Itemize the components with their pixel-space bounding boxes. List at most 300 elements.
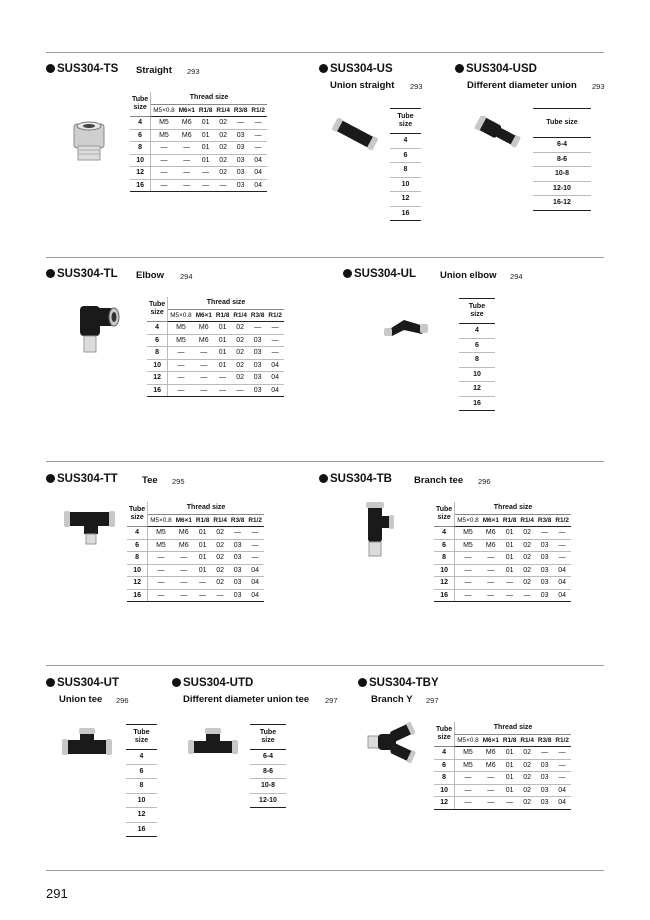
table-row [130, 179, 267, 192]
thread-cell: M5 [148, 539, 174, 552]
thread-cell: 02 [231, 334, 249, 347]
tube-size-table [533, 108, 591, 211]
tube-size-value: 10 [126, 793, 157, 808]
thread-cell: M5 [455, 747, 481, 760]
tube-size-value: 12 [390, 192, 421, 207]
thread-cell: 02 [231, 347, 249, 360]
tube-size-value: 12 [126, 808, 157, 823]
thread-cell: — [229, 527, 247, 540]
thread-cell: — [246, 552, 264, 565]
thread-cell: 01 [197, 117, 215, 130]
thread-cell: M5 [168, 334, 194, 347]
thread-cell: 03 [536, 589, 554, 602]
tube-size-value: 16 [390, 206, 421, 221]
union-elbow-icon [382, 312, 430, 340]
tube-size-cell: 10 [130, 154, 151, 167]
thread-cell: 02 [518, 577, 536, 590]
list-item [390, 177, 421, 192]
tube-size-cell: 8 [130, 142, 151, 155]
tube-size-value: 16 [459, 396, 495, 411]
tube-size-cell: 8 [147, 347, 168, 360]
tube-size-cell: 8 [434, 772, 455, 785]
list-item [250, 793, 286, 808]
thread-cell: — [194, 384, 214, 397]
thread-cell: 04 [553, 784, 571, 797]
tube-size-header: Tube size [250, 725, 286, 750]
thread-cell: — [455, 577, 481, 590]
thread-cell: — [266, 334, 284, 347]
thread-size-header: Thread size [455, 502, 571, 514]
list-item [459, 353, 495, 368]
thread-column-header: M6×1 [177, 104, 197, 117]
section-divider [46, 461, 604, 462]
thread-cell: — [168, 372, 194, 385]
tube-size-cell: 8 [434, 552, 455, 565]
tube-size-cell: 6 [130, 129, 151, 142]
thread-column-header: R1/4 [211, 514, 229, 527]
tube-size-value: 6-4 [250, 750, 286, 765]
thread-size-header: Thread size [168, 297, 284, 309]
table-row [434, 772, 571, 785]
product-code-tl: SUS304-TL [46, 268, 118, 280]
page-ref-tby: 297 [426, 696, 439, 705]
page-number: 291 [46, 886, 68, 901]
thread-size-table [434, 722, 571, 810]
thread-cell: 04 [246, 577, 264, 590]
thread-cell: M5 [455, 527, 481, 540]
list-item [126, 808, 157, 823]
product-code-ut: SUS304-UT [46, 677, 119, 689]
thread-cell: 03 [229, 564, 247, 577]
thread-column-header: R3/8 [232, 104, 250, 117]
thread-cell: 03 [536, 797, 554, 810]
tube-size-value: 6 [390, 148, 421, 163]
thread-cell: — [501, 589, 519, 602]
section-divider [46, 665, 604, 666]
thread-cell: M5 [168, 322, 194, 335]
thread-column-header: M5×0.8 [455, 734, 481, 747]
thread-cell: — [249, 117, 267, 130]
tube-size-cell: 16 [434, 589, 455, 602]
tube-size-cell: 16 [130, 179, 151, 192]
thread-cell: M6 [481, 747, 501, 760]
thread-cell: 01 [501, 747, 519, 760]
thread-cell: — [536, 747, 554, 760]
thread-cell: — [249, 322, 267, 335]
list-item [250, 750, 286, 765]
tube-size-cell: 12 [127, 577, 148, 590]
tube-size-header: Tube size [126, 725, 157, 750]
thread-cell: — [168, 359, 194, 372]
thread-cell: — [481, 589, 501, 602]
tube-size-table [250, 724, 286, 808]
product-code-usd: SUS304-USD [455, 63, 537, 75]
tee-icon [62, 504, 118, 546]
thread-cell: 02 [518, 759, 536, 772]
thread-cell: 03 [229, 577, 247, 590]
thread-cell: — [194, 359, 214, 372]
thread-cell: — [214, 179, 232, 192]
product-name-utd: Different diameter union tee [183, 694, 310, 705]
thread-cell: — [518, 589, 536, 602]
thread-cell: — [177, 179, 197, 192]
thread-column-header: R1/4 [214, 104, 232, 117]
thread-cell: 02 [211, 577, 229, 590]
page-ref-usd: 293 [592, 82, 605, 91]
thread-cell: 03 [249, 384, 267, 397]
thread-cell: 04 [553, 589, 571, 602]
table-row [434, 564, 571, 577]
product-name-tt: Tee [142, 475, 158, 486]
thread-cell: — [211, 589, 229, 602]
thread-cell: — [249, 142, 267, 155]
product-code-tby: SUS304-TBY [358, 677, 439, 689]
thread-cell: — [501, 577, 519, 590]
table-row [147, 359, 284, 372]
thread-cell: 01 [214, 334, 232, 347]
thread-cell: M6 [481, 759, 501, 772]
page-ref-tb: 296 [478, 477, 491, 486]
table-row [130, 142, 267, 155]
tube-size-value: 6 [126, 764, 157, 779]
table-row [434, 589, 571, 602]
thread-cell: 03 [536, 759, 554, 772]
thread-column-header: R1/2 [249, 104, 267, 117]
list-item [459, 324, 495, 339]
list-item [390, 148, 421, 163]
thread-cell: 04 [266, 372, 284, 385]
tube-size-value: 16-12 [533, 196, 591, 211]
thread-column-header: R3/8 [229, 514, 247, 527]
thread-cell: — [455, 589, 481, 602]
thread-cell: M6 [174, 527, 194, 540]
thread-column-header: R1/8 [501, 514, 519, 527]
branch-tee-icon [356, 500, 396, 560]
thread-column-header: M6×1 [481, 514, 501, 527]
thread-cell: — [481, 552, 501, 565]
thread-cell: — [214, 372, 232, 385]
branch-y-icon [364, 722, 422, 766]
list-item [390, 192, 421, 207]
thread-cell: — [455, 772, 481, 785]
tube-size-value: 6 [459, 338, 495, 353]
thread-cell: — [194, 577, 212, 590]
tube-size-cell: 16 [127, 589, 148, 602]
thread-cell: — [214, 384, 232, 397]
thread-cell: — [151, 154, 177, 167]
table-row [434, 527, 571, 540]
thread-column-header: M5×0.8 [168, 309, 194, 322]
thread-cell: 02 [518, 784, 536, 797]
thread-cell: — [148, 577, 174, 590]
list-item [390, 206, 421, 221]
page-ref-ut: 296 [116, 696, 129, 705]
product-code-us: SUS304-US [319, 63, 393, 75]
product-name-ut: Union tee [59, 694, 103, 705]
tube-size-header: Tube size [434, 502, 455, 527]
thread-cell: — [148, 564, 174, 577]
list-item [459, 367, 495, 382]
tube-size-header: Tube size [390, 109, 421, 134]
product-name-ts: Straight [136, 65, 172, 76]
thread-cell: 02 [518, 747, 536, 760]
page-ref-us: 293 [410, 82, 423, 91]
thread-size-table [147, 297, 284, 397]
thread-cell: 01 [501, 759, 519, 772]
thread-column-header: R1/8 [501, 734, 519, 747]
thread-cell: 03 [232, 129, 250, 142]
list-item [126, 793, 157, 808]
thread-size-table [434, 502, 571, 602]
thread-cell: — [553, 759, 571, 772]
thread-cell: M6 [174, 539, 194, 552]
product-code-tb: SUS304-TB [319, 473, 392, 485]
thread-cell: 03 [249, 359, 267, 372]
thread-cell: — [148, 552, 174, 565]
thread-cell: 03 [229, 539, 247, 552]
thread-column-header: R3/8 [249, 309, 267, 322]
table-row [147, 334, 284, 347]
product-name-us: Union straight [330, 80, 395, 91]
tube-size-cell: 10 [147, 359, 168, 372]
thread-cell: — [151, 179, 177, 192]
thread-cell: — [177, 167, 197, 180]
thread-column-header: M5×0.8 [151, 104, 177, 117]
thread-cell: 03 [229, 589, 247, 602]
thread-cell: 02 [214, 117, 232, 130]
list-item [533, 167, 591, 182]
thread-cell: — [455, 784, 481, 797]
thread-cell: 04 [553, 564, 571, 577]
thread-cell: M5 [455, 759, 481, 772]
tube-size-cell: 6 [147, 334, 168, 347]
tube-size-cell: 6 [434, 759, 455, 772]
thread-column-header: R1/4 [231, 309, 249, 322]
thread-cell: 02 [214, 142, 232, 155]
tube-size-cell: 12 [434, 577, 455, 590]
thread-cell: — [231, 384, 249, 397]
tube-size-header: Tube size [434, 722, 455, 747]
thread-cell: — [174, 589, 194, 602]
table-row [434, 759, 571, 772]
thread-cell: 03 [249, 372, 267, 385]
tube-size-table [126, 724, 157, 837]
tube-size-value: 8 [126, 779, 157, 794]
product-code-ts: SUS304-TS [46, 63, 118, 75]
thread-column-header: M5×0.8 [148, 514, 174, 527]
thread-cell: M6 [177, 117, 197, 130]
thread-cell: — [177, 142, 197, 155]
thread-cell: — [455, 564, 481, 577]
tube-size-value: 8-6 [250, 764, 286, 779]
thread-cell: 02 [211, 527, 229, 540]
thread-cell: M5 [151, 117, 177, 130]
table-row [147, 372, 284, 385]
thread-cell: — [174, 552, 194, 565]
thread-cell: 01 [501, 772, 519, 785]
thread-cell: — [148, 589, 174, 602]
list-item [250, 764, 286, 779]
thread-column-header: M6×1 [194, 309, 214, 322]
thread-cell: 01 [194, 552, 212, 565]
tube-size-value: 16 [126, 822, 157, 837]
tube-size-cell: 6 [434, 539, 455, 552]
thread-cell: M5 [148, 527, 174, 540]
product-name-ul: Union elbow [440, 270, 497, 281]
thread-cell: 01 [501, 539, 519, 552]
thread-cell: — [553, 772, 571, 785]
thread-cell: 03 [536, 772, 554, 785]
tube-size-cell: 4 [147, 322, 168, 335]
tube-size-value: 10-8 [250, 779, 286, 794]
tube-size-cell: 10 [434, 564, 455, 577]
thread-cell: 03 [232, 142, 250, 155]
thread-cell: 02 [518, 797, 536, 810]
thread-cell: — [501, 797, 519, 810]
thread-cell: 03 [249, 347, 267, 360]
list-item [390, 134, 421, 149]
thread-cell: 01 [197, 142, 215, 155]
thread-cell: 02 [214, 154, 232, 167]
section-divider [46, 257, 604, 258]
thread-cell: M5 [455, 539, 481, 552]
thread-cell: 03 [232, 154, 250, 167]
thread-cell: 01 [214, 347, 232, 360]
table-row [434, 552, 571, 565]
thread-cell: 01 [194, 527, 212, 540]
thread-column-header: M5×0.8 [455, 514, 481, 527]
table-row [434, 747, 571, 760]
thread-cell: 04 [249, 167, 267, 180]
tube-size-value: 6-4 [533, 138, 591, 153]
thread-cell: M5 [151, 129, 177, 142]
different-union-icon [473, 116, 523, 148]
thread-cell: 02 [518, 552, 536, 565]
thread-column-header: R3/8 [536, 514, 554, 527]
thread-cell: — [168, 384, 194, 397]
thread-cell: 01 [197, 129, 215, 142]
thread-column-header: R1/2 [266, 309, 284, 322]
tube-size-cell: 4 [130, 117, 151, 130]
table-row [147, 347, 284, 360]
thread-cell: 01 [501, 552, 519, 565]
table-row [434, 577, 571, 590]
page-ref-utd: 297 [325, 696, 338, 705]
thread-size-header: Thread size [148, 502, 264, 514]
thread-cell: 01 [501, 564, 519, 577]
thread-size-header: Thread size [151, 92, 267, 104]
thread-cell: — [481, 564, 501, 577]
thread-cell: 03 [536, 784, 554, 797]
tube-size-cell: 12 [130, 167, 151, 180]
thread-cell: — [151, 142, 177, 155]
thread-cell: 01 [214, 322, 232, 335]
table-row [130, 117, 267, 130]
table-row [130, 167, 267, 180]
table-row [147, 384, 284, 397]
thread-cell: 04 [553, 797, 571, 810]
section-divider [46, 52, 604, 53]
list-item [459, 382, 495, 397]
union-straight-icon [330, 118, 380, 150]
thread-cell: — [481, 577, 501, 590]
thread-cell: — [197, 167, 215, 180]
tube-size-cell: 10 [434, 784, 455, 797]
tube-size-header: Tube size [533, 109, 591, 138]
table-row [127, 539, 264, 552]
thread-cell: 04 [266, 384, 284, 397]
tube-size-value: 4 [126, 750, 157, 765]
thread-cell: 04 [266, 359, 284, 372]
thread-cell: M6 [481, 539, 501, 552]
tube-size-value: 8-6 [533, 152, 591, 167]
thread-size-header: Thread size [455, 722, 571, 734]
thread-cell: 03 [249, 334, 267, 347]
list-item [250, 779, 286, 794]
union-tee-icon [58, 726, 116, 766]
tube-size-table [459, 298, 495, 411]
thread-cell: 04 [249, 154, 267, 167]
page-ref-tl: 294 [180, 272, 193, 281]
thread-cell: 02 [231, 322, 249, 335]
thread-cell: 01 [501, 784, 519, 797]
thread-cell: 02 [211, 539, 229, 552]
thread-cell: — [455, 552, 481, 565]
table-row [434, 797, 571, 810]
list-item [126, 764, 157, 779]
tube-size-value: 10-8 [533, 167, 591, 182]
tube-size-cell: 12 [434, 797, 455, 810]
thread-cell: 01 [194, 564, 212, 577]
thread-cell: 03 [536, 552, 554, 565]
table-row [434, 539, 571, 552]
list-item [533, 196, 591, 211]
product-code-utd: SUS304-UTD [172, 677, 253, 689]
table-row [127, 589, 264, 602]
thread-cell: — [266, 322, 284, 335]
tube-size-cell: 4 [127, 527, 148, 540]
thread-cell: 03 [232, 179, 250, 192]
tube-size-cell: 8 [127, 552, 148, 565]
thread-cell: 03 [536, 564, 554, 577]
thread-cell: — [553, 527, 571, 540]
thread-cell: — [266, 347, 284, 360]
tube-size-value: 8 [459, 353, 495, 368]
thread-cell: 01 [501, 527, 519, 540]
straight-fitting-icon [68, 118, 112, 170]
thread-cell: M6 [177, 129, 197, 142]
thread-column-header: R3/8 [536, 734, 554, 747]
thread-column-header: M6×1 [174, 514, 194, 527]
list-item [126, 822, 157, 837]
thread-cell: — [553, 539, 571, 552]
thread-column-header: R1/4 [518, 514, 536, 527]
tube-size-cell: 16 [147, 384, 168, 397]
thread-cell: — [455, 797, 481, 810]
table-row [130, 154, 267, 167]
tube-size-value: 4 [390, 134, 421, 149]
different-union-tee-icon [184, 726, 242, 766]
tube-size-cell: 6 [127, 539, 148, 552]
product-name-tby: Branch Y [371, 694, 413, 705]
product-name-usd: Different diameter union [467, 80, 577, 91]
thread-cell: 02 [518, 772, 536, 785]
section-divider [46, 870, 604, 871]
tube-size-value: 4 [459, 324, 495, 339]
thread-cell: 03 [232, 167, 250, 180]
thread-cell: — [194, 347, 214, 360]
list-item [390, 163, 421, 178]
